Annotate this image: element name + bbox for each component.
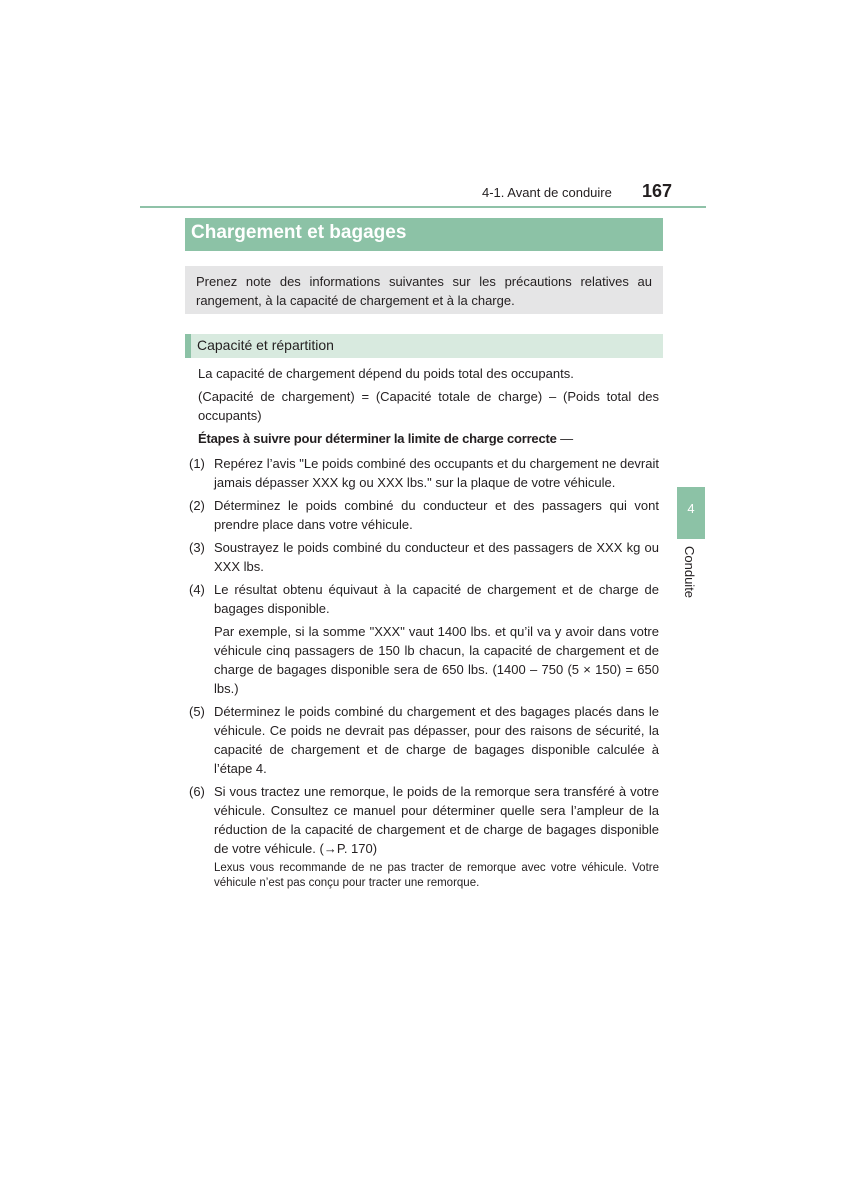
steps-heading [198, 429, 659, 448]
step-item [189, 580, 659, 698]
step-text: Repérez l’avis "Le poids combiné des occupants et du chargement ne devrait jamais dépasser XXX kg ou XXX lbs." sur la plaque de votre véhicule. [214, 456, 659, 490]
step-number: (1) [189, 456, 205, 471]
step-number: (6) [189, 784, 205, 799]
chapter-label-container [680, 546, 700, 606]
chapter-tab [677, 487, 705, 539]
intro-text: Prenez note des informations suivantes sur les précautions relatives au rangement, à la capacité de chargement et à la charge. [196, 274, 652, 308]
step-text: Soustrayez le poids combiné du conducteur et des passagers de XXX kg ou XXX lbs. [214, 540, 659, 574]
paragraph: La capacité de chargement dépend du poids total des occupants. [198, 366, 574, 381]
step-note: Lexus vous recommande de ne pas tracter de remorque avec votre véhicule. Votre véhicule n’est pas conçu pour tracter une remorque. [214, 862, 659, 889]
page-number: 167 [642, 181, 673, 201]
step-text: Déterminez le poids combiné du chargement et des bagages placés dans le véhicule. Ce poids ne devrait pas dépasser, pour des raisons de sécurité, la capacité de chargement et de charge de bagages disponible calculée à l’étape 4. [214, 704, 659, 776]
header-divider [140, 206, 706, 208]
step-number: (5) [189, 704, 205, 719]
intro-box [185, 266, 663, 314]
step-item [189, 454, 659, 492]
step-text: Si vous tractez une remorque, le poids de la remorque sera transféré à votre véhicule. Consultez ce manuel pour déterminer quelle sera l’ampleur de la réduction de la capacité de chargement et de charge de bagages disponible de votre véhicule. (→P. 170) [214, 784, 659, 856]
step-item [189, 496, 659, 534]
subsection-heading-bar [185, 334, 663, 358]
chapter-number: 4 [687, 501, 695, 516]
page-title: Chargement et bagages [191, 222, 407, 243]
paragraph: (Capacité de chargement) = (Capacité totale de charge) – (Poids total des occupants) [198, 389, 659, 423]
step-number: (2) [189, 498, 205, 513]
subsection-title: Capacité et répartition [197, 337, 334, 353]
steps-heading-dash: — [560, 431, 573, 446]
step-text: Déterminez le poids combiné du conducteur et des passagers qui vont prendre place dans votre véhicule. [214, 498, 659, 532]
step-item [189, 702, 659, 778]
step-item [189, 538, 659, 576]
step-number: (4) [189, 582, 205, 597]
step-example: Par exemple, si la somme "XXX" vaut 1400 lbs. et qu’il va y avoir dans votre véhicule cinq passagers de 150 lb chacun, la capacité de chargement et de charge de bagages disponible sera de 650 lbs. (1400 – 750 (5 × 150) = 650 lbs.) [214, 624, 659, 696]
chapter-label: Conduite [682, 546, 697, 599]
header-section-title: 4-1. Avant de conduire [482, 185, 612, 200]
step-number: (3) [189, 540, 205, 555]
step-text: Le résultat obtenu équivaut à la capacité de chargement et de charge de bagages disponible. [214, 582, 659, 616]
steps-list [189, 454, 659, 895]
page-title-bar [185, 218, 663, 251]
steps-heading-text: Étapes à suivre pour déterminer la limite de charge correcte [198, 431, 557, 446]
body-text [198, 364, 659, 452]
step-item [189, 782, 659, 891]
